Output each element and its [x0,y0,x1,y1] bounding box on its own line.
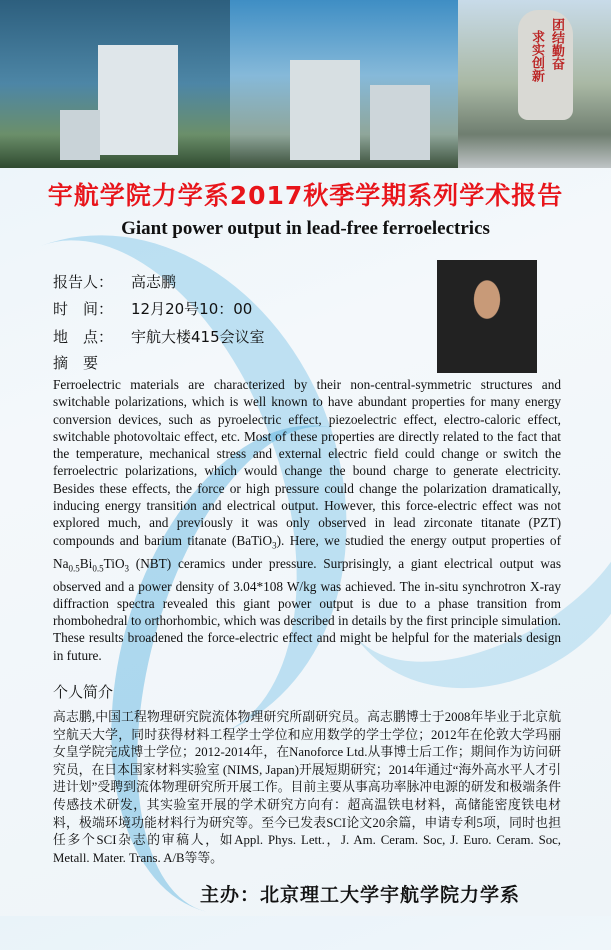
speaker-name: 高志鹏 [131,273,177,291]
poster-title: 宇航学院力学系2017秋季学期系列学术报告 [47,181,564,210]
location-label: 地 点： [53,328,114,346]
subscript: 0.5 [92,563,104,574]
abstract-part: TiO [103,555,125,571]
motto-stone-photo [458,0,611,168]
talk-title: Giant power output in lead-free ferroelectrics [121,218,490,239]
time-row [53,298,252,319]
header-photo-banner [0,0,611,168]
abstract-part: ). Here, we studied the energy output properties of Na [53,532,561,571]
time-label: 时 间： [53,300,114,318]
speaker-portrait [437,260,537,373]
abstract-label: 摘 要 [53,354,99,372]
location-row [53,326,265,347]
campus-skyline-photo [230,0,458,168]
subscript: 3 [124,563,130,574]
campus-building-photo [0,0,230,168]
abstract-text [53,376,561,664]
motto-stone [518,10,573,120]
abstract-part: Ferroelectric materials are characterized by their non-central-symmetric structures and switchable polarizations, which is well known to have abundant properties for many energy conversion devices, such as pyroelectric effect, piezoelectric effect, electro-caloric effect, switchable photovoltaic effect, etc. Most of these properties are directly related to the fact that the temperature, mechanical stress and external electric field could change or switch the ferroelectric polarizations, which would change the bound charge to generate electricity. Besides these effects, the force or high pressure could change the polarization dramatically, inducing energy transition and electrical output. However, this force-electric effect was not explored much, and previously it was only observed in lead zirconate titanate (PZT) compounds and barium titanate (BaTiO [53,377,561,548]
abstract-part: Bi [79,555,93,571]
bio-heading: 个人简介 [53,683,114,701]
subscript: 3 [272,540,277,551]
bio-text: 高志鹏,中国工程物理研究院流体物理研究所副研究员。高志鹏博士于2008年毕业于北京航空航天大学，同时获得材料工程学士学位和应用数学的学士学位；2012年在伦敦大学玛丽女皇学院完成博士学位；2012-2014年，在Nanoforce Ltd.从事博士后工作；期间作为访问研究员，在日本国家材料实验室 (NIMS, Japan)开展短期研究；2014年通过“海外高水平人才引进计划”受聘到流体物理研究所开展工作。目前主要从事高功率脉冲电源的研发和极端条件传感技术研发，其实验室开展的学术研究方向有：超高温铁电材料，高储能密度铁电材料，极端环境功能材料行为研究等。至今已发表SCI论文20余篇，申请专利5项，同时也担任多个SCI杂志的审稿人，如Appl. Phys. Lett.，J. Am. Ceram. Soc, J. Euro. Ceram. Soc, Metall. Mater. Trans. A/B等等。 [53,710,561,865]
location-value: 宇航大楼415会议室 [131,328,265,346]
subscript: 0.5 [68,563,80,574]
abstract-part: (NBT) ceramics under pressure. Surprisingly, a giant electrical output was observed and a power density of 3.04*108 W/kg was achieved. The in-situ synchrotron X-ray diffraction spectra revealed this giant power output is due to a phase transition from rhombohedral to orthorhombic, which was described in details by the first principle simulation. These results broadened the force-electric effect and might be helpful for the materials design in future. [53,555,561,663]
motto-text: 求实创新 [530,30,545,82]
organizer-footer: 主办：北京理工大学宇航学院力学系 [200,884,521,906]
speaker-row [53,271,176,292]
speaker-label: 报告人： [53,273,114,291]
time-value: 12月20号10：00 [131,300,253,318]
abstract-heading [53,352,131,373]
motto-text: 团结勤奋 [550,18,565,70]
